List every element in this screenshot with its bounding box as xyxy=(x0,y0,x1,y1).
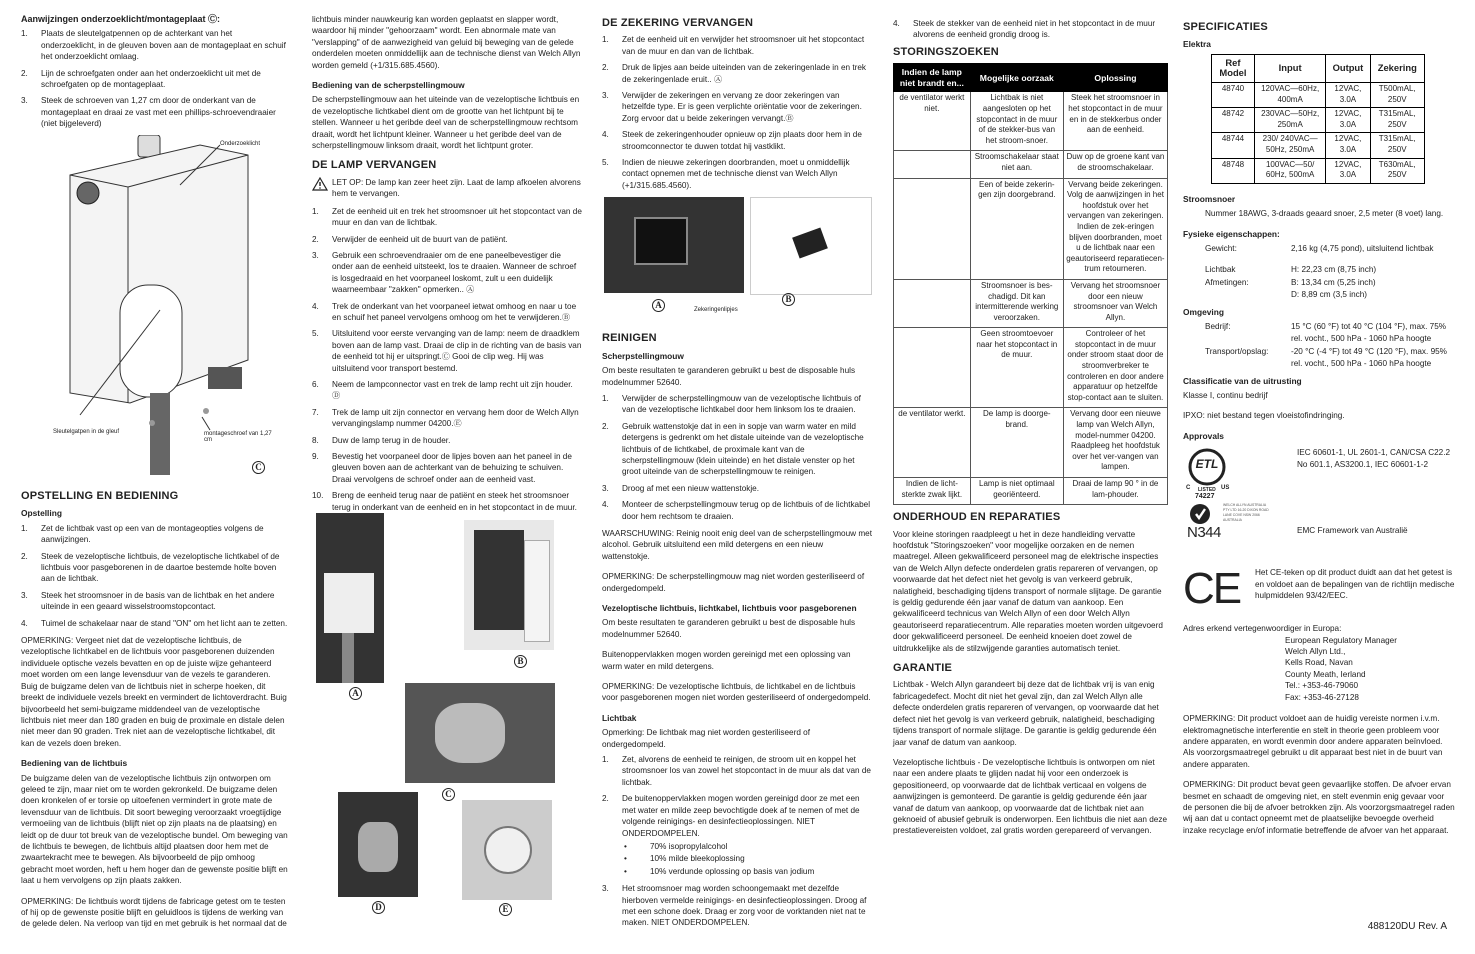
list-item: 3. Droog af met een nieuw wattenstokje. xyxy=(602,483,759,493)
scherp-heading: Bediening van de scherpstellingmouw xyxy=(312,80,465,91)
approvals-heading: Approvals xyxy=(1183,430,1224,441)
note-afvoer: OPMERKING: Dit product bevat geen gevaarlijke stoffen. De afvoer ervan besmet en schaadt de omgeving niet, en stelt evenmin enig gevaar voor de personen die bij de afvoer betrokken zijn. Als voorzorgsmaatregel raden wij aan dat u contact opneemt met de plaatselijke bevoegde overheid inzake recyclage en/of informatie betreffende de afvoer van het apparaat. xyxy=(1183,780,1455,835)
table-cell: Lamp is niet optimaal georiënteerd. xyxy=(970,478,1063,505)
list-item: 4. Tuimel de schakelaar naar de stand "ON" om het licht aan te zetten. xyxy=(21,618,288,628)
klass-text: Klasse I, continu bedrijf xyxy=(1183,391,1268,401)
scherp-clean-heading: Scherpstellingmouw xyxy=(602,350,684,361)
lichtbak-steps xyxy=(602,754,872,839)
snoer-text: Nummer 18AWG, 3-draads geaard snoer, 2,5 meter (8 voet) lang. xyxy=(1205,209,1444,219)
table-cell: 120VAC—60Hz, 400mA xyxy=(1254,83,1325,108)
photo-label-d: D xyxy=(372,901,385,914)
table-cell: 12VAC, 3.0A xyxy=(1326,108,1370,133)
table-row xyxy=(1212,133,1425,158)
setup-title: OPSTELLING EN BEDIENING xyxy=(21,490,179,502)
etl-number: 74227 xyxy=(1195,493,1215,501)
list-item: 7. Trek de lamp uit zijn connector en vervang hem door de Welch Allyn vervangingslamp nummer 04200.Ⓔ xyxy=(312,407,579,429)
table-cell: Duw op de groene kant van de stroomschakelaar. xyxy=(1063,151,1167,178)
col-header: Mogelijke oorzaak xyxy=(970,64,1063,92)
fuse-photo-a xyxy=(604,197,744,293)
table-cell: De lamp is doorge-brand. xyxy=(970,408,1063,478)
table-cell: T500mAL, 250V xyxy=(1370,83,1424,108)
bedrijf-row-2: rel. vocht., 500 hPa - 1060 hPa hoogte xyxy=(1291,334,1432,344)
afm-row-1: Lichtbak H: 22,23 cm (8,75 inch) xyxy=(1205,265,1377,275)
column-4 xyxy=(893,18,1168,846)
fuse-label-b: B xyxy=(782,293,795,306)
lichtbak-steps-cont xyxy=(602,883,872,929)
list-item: 2. Steek de vezeloptische lichtbuis, de vezeloptische lichtkabel of de lichtbuis voor pasgeborenen in de daartoe bestemde holte boven aan de lichtbak. xyxy=(21,551,280,584)
bediening-text: De buigzame delen van de vezeloptische lichtbuis zijn ontworpen om geleed te zijn, maar niet om te worden gekronkeld. De buigzame delen doen kronkelen of er torsie op uitoefenen vermindert in grote mate de levensduur van de lichtbuis. Dit soort beweging veroorzaakt vroegtijdige vermoeiing van de lichtbuis (blijft niet op zijn plaats na de plaatsing) en leidt op de duur tot breuk van de vezeloptische bundel. Om beweging van de lichtbuis te bewegen, de lichtbuis altijd plaatsen door hem met de zwaartekracht mee te bewegen. Als bijvoorbeeld de pijp omhoog gebracht moet worden, heft u hem hoger dan de gewenste positie blijft en laat u hem vervolgens op zijn plaats zakken. xyxy=(21,773,288,886)
table-cell: Steek het stroomsnoer in het stopcontact in de muur en in de stekkerbus onder aan de eenheid. xyxy=(1063,92,1167,151)
lichtbak-note: Opmerking: De lichtbak mag niet worden gesteriliseerd of ondergedompeld. xyxy=(602,728,810,749)
table-cell xyxy=(894,328,971,408)
table-row xyxy=(894,178,1168,279)
table-cell: 48740 xyxy=(1212,83,1255,108)
list-item: 3. Het stroomsnoer mag worden schoongemaakt met dezelfde hierboven vermelde reinigings- en desinfectieoplossingen. Droog af met een schone doek. Draag er zorg voor de vorktanden niet nat te maken. NIET ONDERDOMPELEN. xyxy=(602,884,867,928)
list-item: 5. Uitsluitend voor eerste vervanging van de lamp: neem de draadklem boven aan de lamp vast. Draai de clip in de richting van de basis van de eenheid tot hij er uitspringt.Ⓒ Gooi de clip weg. Hij was uitsluitend voor transport bestemd. xyxy=(312,329,582,373)
lichtbak-heading: Lichtbak xyxy=(602,712,637,723)
list-item: 3. Steek de schroeven van 1,27 cm door de onderkant van de montageplaat en draai ze vast met een phillips-schroevendraaier (niet bijgeleverd) xyxy=(21,96,276,129)
table-row xyxy=(1212,158,1425,183)
fuse-caption: Zekeringenlipjes xyxy=(694,307,738,314)
col-header: Oplossing xyxy=(1063,64,1167,92)
label-montageschroef: montageschroef van 1,27 cm xyxy=(204,431,272,443)
list-item: 10. Breng de eenheid terug naar de patiënt en steek het stroomsnoer terug in onderkant van de eenheid en in het stopcontact in de muur. xyxy=(312,491,577,512)
column-5 xyxy=(1183,14,1455,845)
storing-title: STORINGSZOEKEN xyxy=(893,45,999,58)
bedrijf-row: Bedrijf: 15 °C (60 °F) tot 40 °C (104 °F), max. 75% xyxy=(1205,322,1447,331)
table-cell: T630mAL, 250V xyxy=(1370,158,1424,183)
list-item: 1. Plaats de sleutelgatpennen op de achterkant van het onderzoeklicht, in de gleuven boven aan de montageplaat en schuif het onderzoeklicht omlaag. xyxy=(21,29,286,62)
list-item: 6. Neem de lampconnector vast en trek de lamp recht uit zijn houder. Ⓓ xyxy=(312,379,573,401)
table-cell: Controleer of het stopcontact in de muur onder stroom staat door de stroomverbreker te controleren en door andere apparatuur op hetzelfde stop-contact aan te sluiten. xyxy=(1063,328,1167,408)
photo-label-b: B xyxy=(514,655,527,668)
zekering-steps xyxy=(602,34,872,191)
etl-listed-icon xyxy=(1187,447,1227,487)
ce-text: Het CE-teken op dit product duidt aan dat het getest is en voldoet aan de bepalingen van de richtlijn medische hulpmiddelen 93/42/EEC. xyxy=(1255,568,1455,601)
photo-e xyxy=(462,800,552,900)
lamp-title: DE LAMP VERVANGEN xyxy=(312,159,437,172)
table-cell: 12VAC, 3.0A xyxy=(1326,83,1370,108)
etl-us: US xyxy=(1221,485,1230,492)
photo-d xyxy=(338,792,418,897)
list-item: 1. Zet de eenheid uit en verwijder het stroomsnoer uit het stopcontact van de muur en dan van de lichtbak. xyxy=(602,35,865,56)
col-header: Zekering xyxy=(1370,54,1424,82)
mounting-figure xyxy=(40,135,280,475)
afm-row-3: D: 8,89 cm (3,5 inch) xyxy=(1291,290,1367,300)
garantie-title: GARANTIE xyxy=(893,662,953,675)
table-row xyxy=(894,408,1168,478)
vezel-intro: Om beste resultaten te garanderen gebruikt u best de disposable huls modelnummer 52640. xyxy=(602,618,856,639)
table-cell: 12VAC, 3.0A xyxy=(1326,133,1370,158)
etl-listed-text: LISTED xyxy=(1198,487,1216,494)
table-cell: 48748 xyxy=(1212,158,1255,183)
onderhoud-text: Voor kleine storingen raadpleegt u het in deze handleiding vervatte hoofdstuk "Storingszoeken" voor mogelijke oorzaken en de nemen maatregel. Alleen gekwalificeerd personeel mag de elektrische inspecties van de Welch Allyn defecte onderdelen gratis repareren of vervangen, op voorwaarde dat het defect niet het gevolg is van verkeerd gebruik, nalatigheid, beschadiging tijdens transport of normale slijtage. De garantie is geldig gedurende één jaar vanaf de datum van aankoop. Een gekwalificeerd technicus van Welch Allyn of een door Welch Allyn geautoriseerd reparatiecentrum. Alle reparaties moeten worden uitgevoerd door gekwalificeerd personeel. De eenheid knoeien doet zowel de uitdrukkelijke als de stilzwijgende garanties automatisch teniet. xyxy=(893,529,1163,653)
mount-steps xyxy=(21,28,289,129)
rep-address: European Regulatory Manager Welch Allyn Ltd., Kells Road, Navan County Meath, Ierland Tel.: +353-46-79060 Fax: +353-46-27128 xyxy=(1285,635,1397,702)
table-row xyxy=(894,478,1168,505)
photo-label-c: C xyxy=(442,788,455,801)
table-header-row xyxy=(1212,54,1425,82)
table-header-row xyxy=(894,64,1168,92)
label-sleutelgat: Sleutelgatpen in de gleuf xyxy=(53,429,120,435)
elektra-heading: Elektra xyxy=(1183,39,1211,50)
n344-mark: N344 xyxy=(1187,524,1221,542)
lamp-warning: LET OP: De lamp kan zeer heet zijn. Laat de lamp afkoelen alvorens hem te vervangen. xyxy=(312,177,582,200)
wa-address: WELCH ALLYN AUSTRALIA PTY LTD 16-20 DIXON ROAD LANE COVE NSW 2066 AUSTRALIA xyxy=(1223,503,1269,523)
table-cell: 48744 xyxy=(1212,133,1255,158)
col-header: Output xyxy=(1326,54,1370,82)
list-item: 2. Verwijder de eenheid uit de buurt van de patiënt. xyxy=(312,234,508,244)
approvals-text: IEC 60601-1, UL 2601-1, CAN/CSA C22.2 No 601.1, AS3200.1, IEC 60601-1-2 xyxy=(1297,448,1451,469)
snoer-heading: Stroomsnoer xyxy=(1183,193,1236,204)
table-cell xyxy=(894,151,971,178)
troubleshooting-table xyxy=(893,63,1168,505)
list-item: 4. Monteer de scherpstellingmouw terug op de lichtbuis of de lichtkabel door hem rechtsom te draaien. xyxy=(602,500,871,521)
c-tick-icon xyxy=(1189,503,1211,525)
mount-title: Aanwijzingen onderzoeklicht/montageplaat Ⓒ: xyxy=(21,14,221,24)
photo-b xyxy=(464,520,554,650)
ce-icon: CE xyxy=(1183,564,1241,614)
table-cell: Geen stroomtoevoer naar het stopcontact in de muur. xyxy=(970,328,1063,408)
photo-c xyxy=(405,683,555,783)
table-cell: Vervang beide zekeringen. Volg de aanwijzingen in het hoofdstuk over het vervangen van zekeringen. Indien de zek-eringen blijven doorbranden, moet u de lichtbak naar een geautoriseerd reparatiecen-trum retourneren. xyxy=(1063,178,1167,279)
table-row xyxy=(1212,108,1425,133)
col-header: Indien de lamp niet brandt en... xyxy=(894,64,971,92)
photo-a xyxy=(316,513,384,683)
list-item: 4. Trek de onderkant van het voorpaneel ietwat omhoog en naar u toe en schuif het paneel vervolgens omhoog om het te verwijderen.Ⓑ xyxy=(312,301,577,322)
table-cell: T315mAL, 250V xyxy=(1370,133,1424,158)
rep-intro: Adres erkend vertegenwoordiger in Europa: xyxy=(1183,624,1342,634)
photo-label-e: E xyxy=(499,903,512,916)
spec-title: SPECIFICATIES xyxy=(1183,21,1268,33)
figure-label-c: C xyxy=(252,461,265,474)
scherp-clean-intro: Om beste resultaten te garanderen gebruikt u best de disposable huls modelnummer 52640. xyxy=(602,366,856,387)
list-item: 5. Indien de nieuwe zekeringen doorbranden, moet u onmiddellijk contact opnemen met de technische dienst van Welch Allyn (+1/315.685.4560). xyxy=(602,158,850,190)
etl-c: C xyxy=(1186,485,1191,492)
list-item: 8. Duw de lamp terug in de houder. xyxy=(312,435,451,445)
cleaning-solutions xyxy=(602,841,872,877)
table-cell: Indien de licht-sterkte zwak lijkt. xyxy=(894,478,971,505)
zekering-title: DE ZEKERING VERVANGEN xyxy=(602,17,754,29)
document-id: 488120DU Rev. A xyxy=(1367,921,1447,932)
list-item: 2. Gebruik wattenstokje dat in een in sopje van warm water en mild detergens is gedrenkt om het distale uiteinde van de vezeloptische lichtbuis of de lichtkabel, de proximale kant van de scherpstellingmouw (klein uiteinde) en het distale venster op het groot uiteinde van de scherpstellingmouw te reinigen. xyxy=(602,421,864,477)
note-testing: OPMERKING: De lichtbuis wordt tijdens de fabricage getest om te testen of hij op de gewenste positie blijft en geluidloos is tijdens de werking van de gelede delen. Na verloop van tijd en met gebruik is het normaal dat de xyxy=(21,896,287,929)
table-cell: Een of beide zekerin-gen zijn doorgebrand. xyxy=(970,178,1063,279)
label-onderzoeklicht: Onderzoeklicht xyxy=(220,141,261,147)
table-body xyxy=(894,92,1168,505)
note-vezel: OPMERKING: De vezeloptische lichtbuis, de lichtkabel en de lichtbuis voor pasgeborenen mogen niet worden gesteriliseerd of ondergedompeld. xyxy=(602,682,871,703)
table-cell: Vervang door een nieuwe lamp van Welch Allyn, model-nummer 04200. Raadpleeg het hoofdstuk over het ver-vangen van lampen. xyxy=(1063,408,1167,478)
table-cell: Vervang het stroomsnoer door een nieuw stroomsnoer van Welch Allyn. xyxy=(1063,279,1167,327)
list-item: 3. Verwijder de zekeringen en vervang ze door zekeringen van hetzelfde type. Er is geen verplichte oriëntatie voor de zekeringen. Zorg ervoor dat u beide zekeringen vervangt.Ⓑ xyxy=(602,91,862,123)
scherp-text: De scherpstellingmouw aan het uiteinde van de vezeloptische lichtbuis en de vezeloptische lichtkabel dient om de grootte van het lichtpunt bij te stellen. Wanneer u het geribde deel van de scherpstellingmouw rechtsom draait, wordt het lichtpunt kleiner. Wanneer u het geribde deel van de scherpstellingmouw linksom draait, wordt het lichtpunt groter. xyxy=(312,95,580,151)
table-cell: de ventilator werkt. xyxy=(894,408,971,478)
note-fibers: OPMERKING: Vergeet niet dat de vezeloptische lichtbuis, de vezeloptische lichtkabel en de lichtbuis voor pasgeborenen duizenden individuele optische vezels bevatten en op de juiste wijze gehanteerd moet worden om een lange levensduur van de vezels te garanderen. Buig de buigzame delen van de lichtbuis niet in scherpe hoeken, dit breekt de individuele vezels breekt en vermindert de lichtoverdracht. Buig bijvoorbeeld het semi-buigzame middendeel van de vezeloptische lichtbuis niet meer dan 180 graden en buig de proximale en distale delen niet meer dan 90 graden. Trek niet aan de vezeloptische lichtkabel, dit kan de vezels doen breken. xyxy=(21,636,287,748)
onderhoud-title: ONDERHOUD EN REPARATIES xyxy=(893,511,1061,524)
list-item: 2. Lijn de schroefgaten onder aan het onderzoeklicht uit met de schroefgaten op de montageplaat. xyxy=(21,68,261,90)
table-row xyxy=(1212,83,1425,108)
list-item: 2. De buitenoppervlakken mogen worden gereinigd door ze met een met water en milde zeep bevochtigde doek af te nemen of met de volgende reinigings- en desinfectieoplossingen. NIET ONDERDOMPELEN. xyxy=(602,794,860,838)
list-item: 4. Steek de zekeringenhouder opnieuw op zijn plaats door hem in de stroomconnector te duwen totdat hij vastklikt. xyxy=(602,130,862,151)
opstelling-heading: Opstelling xyxy=(21,508,62,519)
list-item: 9. Bevestig het voorpaneel door de lipjes boven aan het paneel in de gleuven boven aan de achterkant van de behuizing te schuiven. Draai vervolgens de schroef onder aan de eenheid vast. xyxy=(312,452,572,484)
table-cell: 48742 xyxy=(1212,108,1255,133)
fuse-label-a: A xyxy=(652,299,665,312)
buiten-text: Buitenoppervlakken mogen worden gereinigd met een oplossing van warm water en mild detergens. xyxy=(602,650,851,671)
setup-steps xyxy=(21,523,289,629)
omgeving-heading: Omgeving xyxy=(1183,306,1224,317)
lightbox-illustration xyxy=(40,135,280,475)
table-body xyxy=(1212,83,1425,184)
table-cell: 100VAC—50/ 60Hz, 500mA xyxy=(1254,158,1325,183)
continued-text: lichtbuis minder nauwkeurig kan worden geplaatst en slapper wordt, waardoor hij minder "gehoorzaam" wordt. Een abnormale mate van "verslapping" of de aanwezigheid van geluid bij beweging van de gelede onderdelen moeten onmiddellijk aan de technische dienst van Welch Allyn worden gemeld (+1/315.685.4560). xyxy=(312,15,581,70)
column-1-lower xyxy=(21,483,289,939)
list-item: 2. Druk de lipjes aan beide uiteinden van de zekeringenlade in en trek de zekeringenlade eruit.. Ⓐ xyxy=(602,63,866,84)
ipxo-text: IPXO: niet bestand tegen vloeistofindringing. xyxy=(1183,411,1345,421)
bediening-heading: Bediening van de lichtbuis xyxy=(21,758,128,769)
warning-icon xyxy=(312,177,328,191)
table-cell: Draai de lamp 90 ° in de lam-phouder. xyxy=(1063,478,1167,505)
col-header: Input xyxy=(1254,54,1325,82)
afm-row-2: Afmetingen: B: 13,34 cm (5,25 inch) xyxy=(1205,277,1376,287)
lamp-steps xyxy=(312,206,582,513)
table-cell: Stroomschakelaar staat niet aan. xyxy=(970,151,1063,178)
garantie-lichtbak: Lichtbak - Welch Allyn garandeert bij deze dat de lichtbak vrij is van enig fabricagedefect. Mocht dit niet het geval zijn, dan zal Welch Allyn alle defecte onderdelen gratis repareren of vervangen, op voorwaarde dat het defect niet het gevolg is van verkeerd gebruik, nalatigheid, beschadiging tijdens transport of normale slijtage. De garantie is geldig gedurende één jaar vanaf de datum van aankoop. xyxy=(893,680,1159,747)
transport-row: Transport/opslag: -20 °C (-4 °F) tot 49 °C (120 °F), max. 95% xyxy=(1205,346,1447,356)
table-row xyxy=(894,151,1168,178)
column-1 xyxy=(21,14,289,136)
fuse-photo-b xyxy=(750,197,872,295)
klass-heading: Classificatie van de uitrusting xyxy=(1183,375,1302,386)
lichtbak-steps-cont-2 xyxy=(893,18,1168,41)
table-cell xyxy=(894,178,971,279)
reinigen-title: REINIGEN xyxy=(602,332,657,345)
list-item: 1. Zet, alvorens de eenheid te reinigen, de stroom uit en koppel het stroomsnoer los van zowel het stopcontact in de muur als dat van de lichtbak. xyxy=(602,755,871,787)
vezel-heading: Vezeloptische lichtbuis, lichtkabel, lichtbuis voor pasgeborenen xyxy=(602,603,857,613)
col-header: Ref Model xyxy=(1212,54,1255,82)
list-item: • 70% isopropylalcohol xyxy=(622,841,872,852)
note-emc: OPMERKING: Dit product voldoet aan de huidig vereiste normen i.v.m. elektromagnetische interferentie en stelt in theorie geen probleem voor andere apparaten, en wordt evenmin door andere apparaten beïnvloed. Als voorzorgsmaatregel gebruikt u dit apparaat best niet in de buurt van andere apparaten. xyxy=(1183,714,1443,769)
transport-row-2: rel. vocht., 500 hPa - 1060 hPa hoogte xyxy=(1291,359,1432,369)
column-2 xyxy=(312,14,582,519)
list-item: 3. Steek het stroomsnoer in de basis van de lichtbak en het andere uiteinde in een geaard wisselstroomstopcontact. xyxy=(21,590,275,612)
table-cell: Stroomsnoer is bes-chadigd. Dit kan intermitterende werking veroorzaken. xyxy=(970,279,1063,327)
list-item: 1. Verwijder de scherpstellingmouw van de vezeloptische lichtbuis of van de vezeloptische lichtkabel door hem linksom los te draaien. xyxy=(602,393,861,415)
etl-mark: ETL xyxy=(1195,457,1219,472)
garantie-lichtbuis: Vezeloptische lichtbuis - De vezeloptische lichtbuis is ontworpen om niet naar een andere plaats te glijden nadat hij voor een onderzoek is gepositioneerd, op voorwaarde dat de lichtbak verticaal en volgens de aanwijzingen is gemonteerd. De garantie is geldig gedurende één jaar vanaf de datum van aankoop, op voorwaarde dat de lichtbak niet aan geknoeid of abusief gebruik is onderworpen. Een lichtbuis die niet aan deze prestatievereisten voldoet, zal gratis worden gerepareerd of vervangen. xyxy=(893,757,1168,836)
scherp-clean-steps xyxy=(602,393,872,522)
table-row xyxy=(894,279,1168,327)
ce-block xyxy=(1183,564,1455,614)
column-3 xyxy=(602,14,872,935)
table-cell: de ventilator werkt niet. xyxy=(894,92,971,151)
list-item: 4. Steek de stekker van de eenheid niet in het stopcontact in de muur alvorens de eenheid grondig droog is. xyxy=(893,19,1156,40)
fysiek-heading: Fysieke eigenschappen: xyxy=(1183,228,1280,239)
table-cell: 230/ 240VAC—50Hz, 250mA xyxy=(1254,133,1325,158)
fuse-figure xyxy=(602,197,872,325)
table-cell: T315mAL, 250V xyxy=(1370,108,1424,133)
gewicht-row: Gewicht: 2,16 kg (4,75 pond), uitsluitend lichtbak xyxy=(1205,243,1434,253)
note-scherp: OPMERKING: De scherpstellingmouw mag niet worden gesteriliseerd of ondergedompeld. xyxy=(602,572,865,593)
spec-table xyxy=(1211,54,1425,184)
list-item: 1. Zet de lichtbak vast op een van de montageopties volgens de aanwijzingen. xyxy=(21,523,264,545)
list-item: 3. Gebruik een schroevendraaier om de ene paneelbevestiger die onder aan de eenheid uitsteekt, los te draaien. Wanneer de schroef is losgedraaid en het voorpaneel loskomt, zult u een duidelijk waarneembaar "zakken" opmerken.. Ⓐ xyxy=(312,250,577,295)
table-cell xyxy=(894,279,971,327)
table-cell: Lichtbak is niet aangesloten op het stopcontact in de muur of de stekker-bus van het stroom-snoer. xyxy=(970,92,1063,151)
table-cell: 12VAC, 3.0A xyxy=(1326,158,1370,183)
table-row xyxy=(894,92,1168,151)
table-row xyxy=(894,328,1168,408)
approvals-block xyxy=(1183,445,1455,567)
list-item: 1. Zet de eenheid uit en trek het stroomsnoer uit het stopcontact van de muur en dan van de lichtbak. xyxy=(312,206,582,228)
emc-text: EMC Framework van Australië xyxy=(1297,526,1408,536)
photo-label-a: A xyxy=(349,687,362,700)
warning-alcohol: WAARSCHUWING: Reinig nooit enig deel van de scherpstellingmouw met alcohol. Gebruik uitsluitend een mild detergens en een nieuw wattenstokje. xyxy=(602,528,872,561)
list-item: • 10% verdunde oplossing op basis van jodium xyxy=(622,866,872,877)
list-item: • 10% milde bleekoplossing xyxy=(622,853,872,864)
table-cell: 230VAC—50Hz, 250mA xyxy=(1254,108,1325,133)
